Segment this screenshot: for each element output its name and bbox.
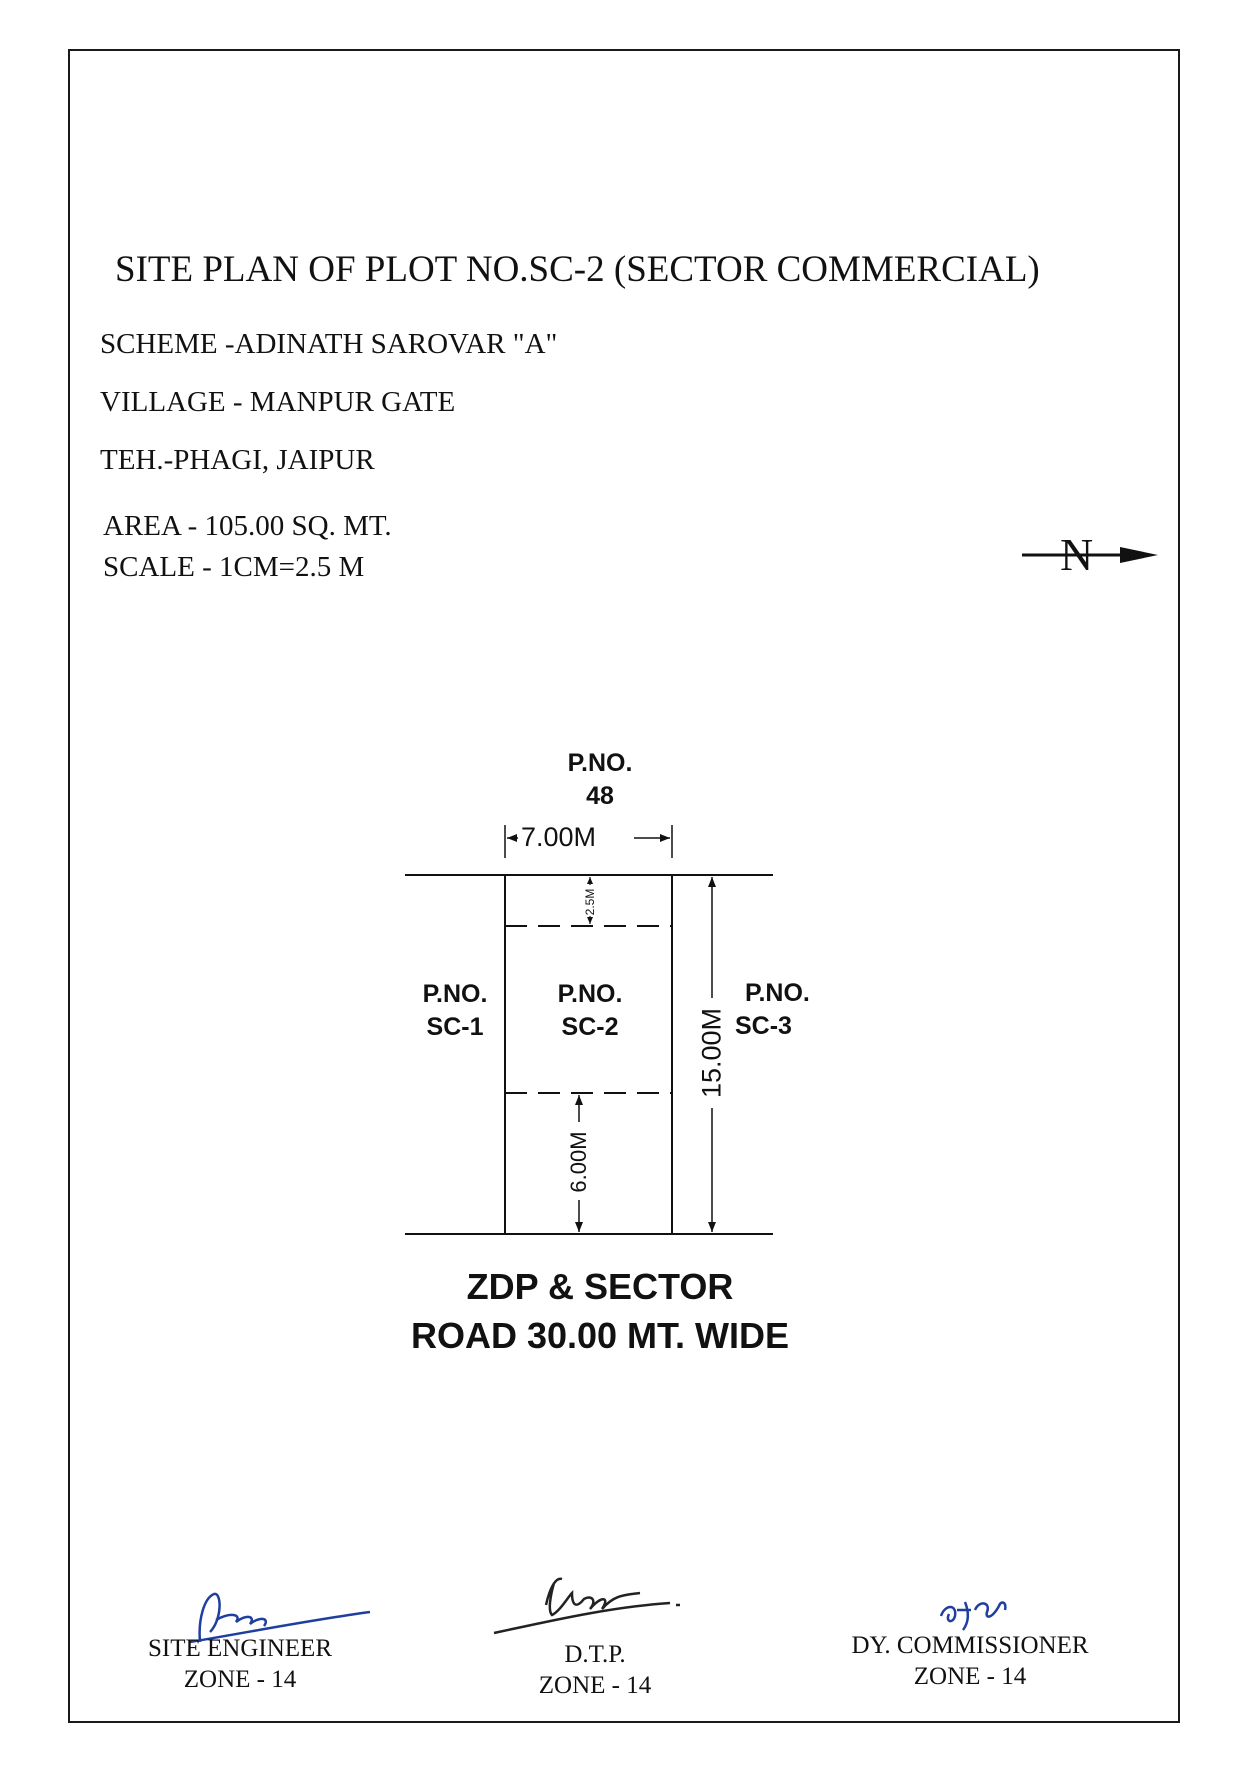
plot-sc2-label-line1: P.NO. [557,980,623,1008]
road-label-line1: ZDP & SECTOR [466,1266,734,1307]
north-letter: N [1060,529,1094,580]
depth-dimension-label: 15.00M [696,1007,727,1099]
area-line: AREA - 105.00 SQ. MT. [103,510,392,542]
plot-48-label-line2: 48 [586,782,614,810]
site-engineer-zone: ZONE - 14 [183,1666,297,1693]
village-line: VILLAGE - MANPUR GATE [100,386,456,418]
tehsil-line: TEH.-PHAGI, JAIPUR [100,444,375,476]
dy-commissioner-title: DY. COMMISSIONER [851,1632,1089,1659]
dtp-signature [490,1565,700,1640]
dtp-title: D.T.P. [564,1641,626,1668]
road-label [370,1262,830,1360]
road-label-line2: ROAD 30.00 MT. WIDE [410,1315,790,1356]
plot-sc1-label-line1: P.NO. [422,980,488,1008]
plot-sc3-label-line2: SC-3 [735,1012,792,1040]
dy-commissioner-zone: ZONE - 14 [913,1663,1027,1690]
plot-sc3-label [735,977,835,1043]
site-engineer-title: SITE ENGINEER [148,1635,332,1662]
dy-commissioner-block [830,1630,1110,1692]
plot-48-label-line1: P.NO. [567,749,633,777]
dy-commissioner-signature [935,1590,1015,1635]
width-dimension-label: 7.00M [521,822,597,852]
plot-sc3-label-line1: P.NO. [745,979,810,1007]
plot-48-label [540,747,660,813]
plot-sc2-label-line2: SC-2 [561,1013,619,1041]
plot-sc2-label [530,978,650,1044]
front-setback-dimension-label: 6.00M [566,1131,591,1193]
plot-sc1-label-line2: SC-1 [426,1013,484,1041]
plot-sc1-label [405,978,505,1044]
dtp-zone: ZONE - 14 [538,1672,652,1699]
page-title: SITE PLAN OF PLOT NO.SC-2 (SECTOR COMMERCIAL) [115,249,1040,290]
scheme-line: SCHEME -ADINATH SAROVAR "A" [100,328,558,360]
dtp-block [515,1639,675,1701]
site-engineer-block [125,1633,355,1695]
scale-line: SCALE - 1CM=2.5 M [103,551,365,583]
rear-setback-dimension-label: 2.5M [583,888,597,916]
